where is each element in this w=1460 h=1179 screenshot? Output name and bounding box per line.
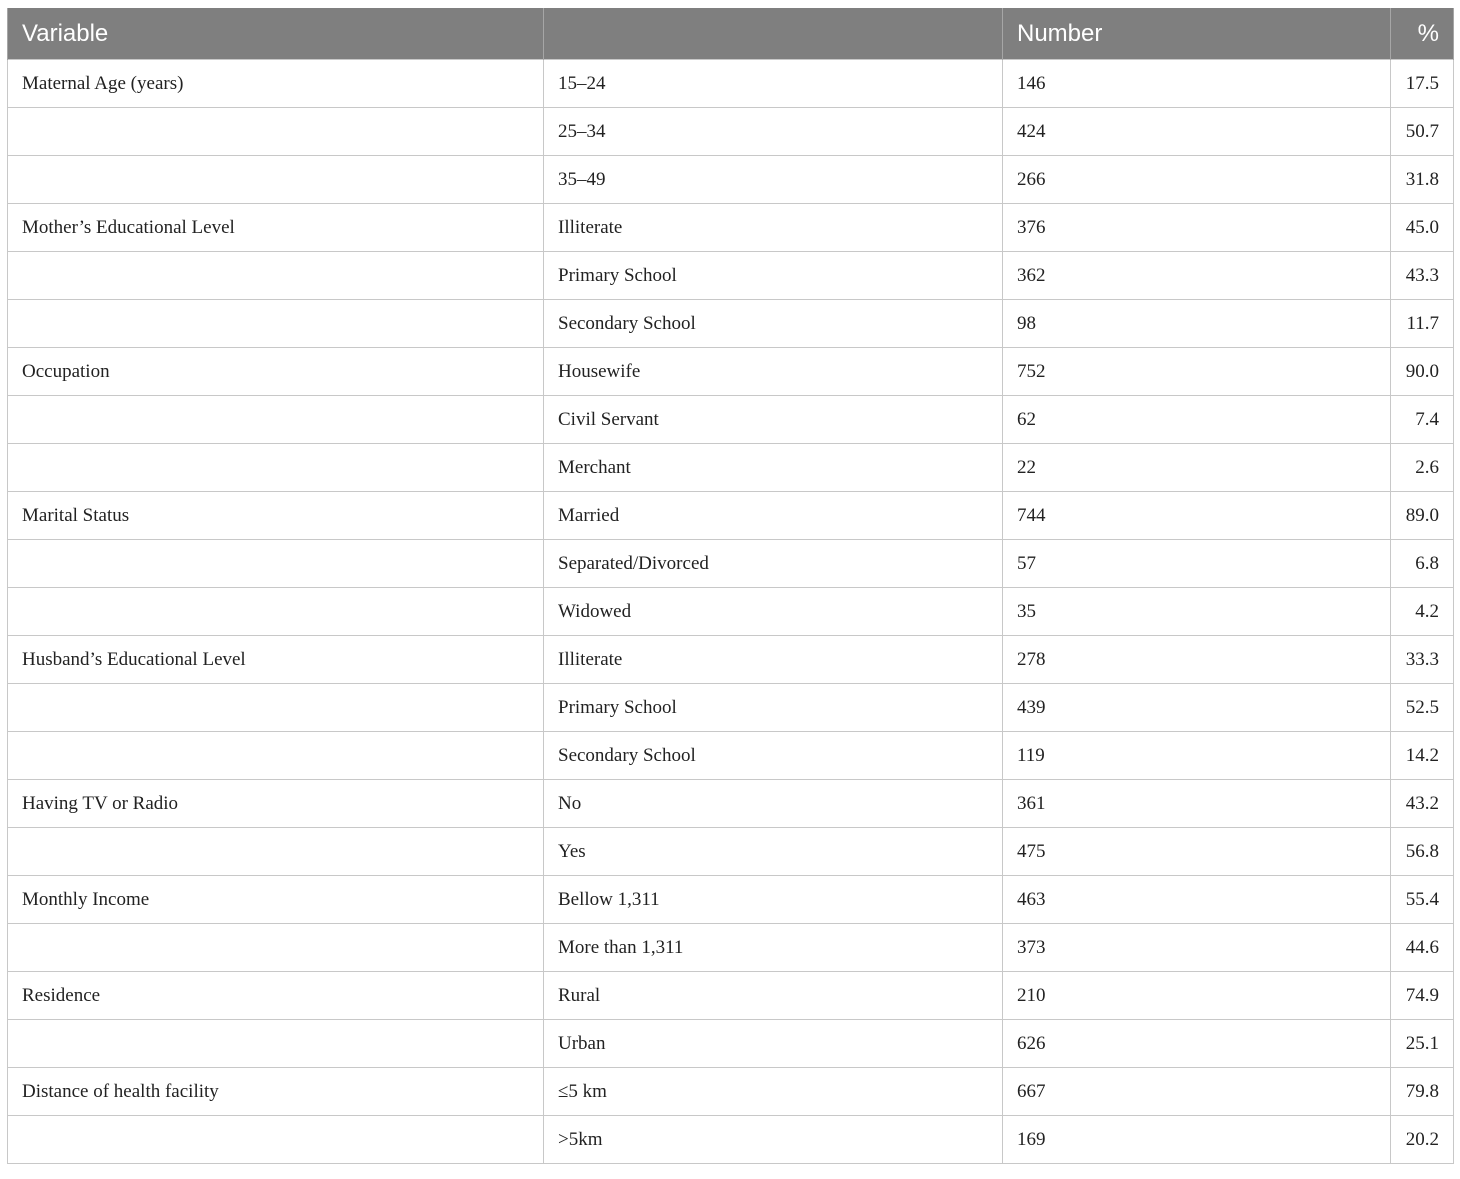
cell-variable: [8, 1116, 544, 1164]
cell-number: 361: [1003, 780, 1391, 828]
table-row: [8, 876, 1454, 924]
cell-category: Housewife: [544, 348, 1003, 396]
cell-variable: [8, 924, 544, 972]
table-row: [8, 108, 1454, 156]
cell-percent: 52.5: [1391, 684, 1454, 732]
cell-category: Yes: [544, 828, 1003, 876]
cell-variable: Maternal Age (years): [8, 60, 544, 108]
cell-category: 35–49: [544, 156, 1003, 204]
cell-category: Separated/Divorced: [544, 540, 1003, 588]
cell-category: 25–34: [544, 108, 1003, 156]
table-row: [8, 444, 1454, 492]
cell-percent: 55.4: [1391, 876, 1454, 924]
cell-category: Merchant: [544, 444, 1003, 492]
cell-category: Bellow 1,311: [544, 876, 1003, 924]
table-row: [8, 828, 1454, 876]
cell-number: 626: [1003, 1020, 1391, 1068]
cell-percent: 43.3: [1391, 252, 1454, 300]
cell-variable: [8, 732, 544, 780]
cell-category: Civil Servant: [544, 396, 1003, 444]
cell-percent: 90.0: [1391, 348, 1454, 396]
cell-number: 439: [1003, 684, 1391, 732]
table-row: [8, 780, 1454, 828]
header-percent: %: [1391, 8, 1454, 60]
cell-percent: 17.5: [1391, 60, 1454, 108]
cell-number: 373: [1003, 924, 1391, 972]
cell-variable: [8, 540, 544, 588]
cell-number: 98: [1003, 300, 1391, 348]
cell-percent: 31.8: [1391, 156, 1454, 204]
cell-number: 424: [1003, 108, 1391, 156]
header-variable: Variable: [8, 8, 544, 60]
demographics-table: [7, 8, 1454, 1164]
cell-variable: Monthly Income: [8, 876, 544, 924]
cell-percent: 11.7: [1391, 300, 1454, 348]
cell-percent: 33.3: [1391, 636, 1454, 684]
cell-percent: 79.8: [1391, 1068, 1454, 1116]
cell-percent: 4.2: [1391, 588, 1454, 636]
cell-variable: [8, 396, 544, 444]
cell-percent: 74.9: [1391, 972, 1454, 1020]
table-body: [8, 60, 1454, 1164]
cell-category: Illiterate: [544, 204, 1003, 252]
cell-variable: [8, 684, 544, 732]
cell-percent: 56.8: [1391, 828, 1454, 876]
cell-category: Secondary School: [544, 300, 1003, 348]
cell-variable: [8, 252, 544, 300]
cell-variable: [8, 156, 544, 204]
cell-number: 210: [1003, 972, 1391, 1020]
cell-category: Widowed: [544, 588, 1003, 636]
table-header: [8, 8, 1454, 60]
header-number: Number: [1003, 8, 1391, 60]
cell-number: 62: [1003, 396, 1391, 444]
table-row: [8, 492, 1454, 540]
table-row: [8, 396, 1454, 444]
cell-percent: 20.2: [1391, 1116, 1454, 1164]
cell-variable: Husband’s Educational Level: [8, 636, 544, 684]
cell-variable: Mother’s Educational Level: [8, 204, 544, 252]
table-row: [8, 1068, 1454, 1116]
cell-category: >5km: [544, 1116, 1003, 1164]
cell-variable: Having TV or Radio: [8, 780, 544, 828]
table-row: [8, 1020, 1454, 1068]
header-row: [8, 8, 1454, 60]
table-row: [8, 156, 1454, 204]
cell-variable: [8, 1020, 544, 1068]
cell-percent: 6.8: [1391, 540, 1454, 588]
cell-variable: [8, 300, 544, 348]
cell-percent: 7.4: [1391, 396, 1454, 444]
cell-number: 278: [1003, 636, 1391, 684]
cell-number: 169: [1003, 1116, 1391, 1164]
cell-variable: Occupation: [8, 348, 544, 396]
cell-number: 463: [1003, 876, 1391, 924]
cell-category: Married: [544, 492, 1003, 540]
cell-number: 22: [1003, 444, 1391, 492]
cell-variable: Marital Status: [8, 492, 544, 540]
table-row: [8, 348, 1454, 396]
cell-number: 744: [1003, 492, 1391, 540]
cell-variable: [8, 444, 544, 492]
cell-percent: 14.2: [1391, 732, 1454, 780]
cell-number: 752: [1003, 348, 1391, 396]
table-row: [8, 300, 1454, 348]
cell-number: 57: [1003, 540, 1391, 588]
cell-number: 667: [1003, 1068, 1391, 1116]
cell-category: Primary School: [544, 684, 1003, 732]
table-row: [8, 60, 1454, 108]
cell-variable: [8, 828, 544, 876]
header-category: [544, 8, 1003, 60]
cell-variable: [8, 108, 544, 156]
cell-variable: Distance of health facility: [8, 1068, 544, 1116]
cell-percent: 45.0: [1391, 204, 1454, 252]
table-row: [8, 684, 1454, 732]
cell-number: 35: [1003, 588, 1391, 636]
cell-percent: 50.7: [1391, 108, 1454, 156]
cell-percent: 44.6: [1391, 924, 1454, 972]
table-row: [8, 252, 1454, 300]
table-row: [8, 636, 1454, 684]
table-row: [8, 588, 1454, 636]
data-table-container: [7, 8, 1453, 1164]
cell-percent: 25.1: [1391, 1020, 1454, 1068]
cell-variable: Residence: [8, 972, 544, 1020]
cell-category: 15–24: [544, 60, 1003, 108]
cell-number: 119: [1003, 732, 1391, 780]
cell-category: Urban: [544, 1020, 1003, 1068]
table-row: [8, 204, 1454, 252]
cell-number: 266: [1003, 156, 1391, 204]
cell-number: 376: [1003, 204, 1391, 252]
cell-number: 146: [1003, 60, 1391, 108]
cell-category: More than 1,311: [544, 924, 1003, 972]
cell-variable: [8, 588, 544, 636]
cell-category: Rural: [544, 972, 1003, 1020]
table-row: [8, 924, 1454, 972]
table-row: [8, 732, 1454, 780]
cell-category: ≤5 km: [544, 1068, 1003, 1116]
table-row: [8, 972, 1454, 1020]
cell-percent: 43.2: [1391, 780, 1454, 828]
cell-percent: 2.6: [1391, 444, 1454, 492]
cell-category: Primary School: [544, 252, 1003, 300]
cell-percent: 89.0: [1391, 492, 1454, 540]
table-row: [8, 540, 1454, 588]
cell-category: Illiterate: [544, 636, 1003, 684]
cell-category: No: [544, 780, 1003, 828]
cell-number: 475: [1003, 828, 1391, 876]
cell-number: 362: [1003, 252, 1391, 300]
cell-category: Secondary School: [544, 732, 1003, 780]
table-row: [8, 1116, 1454, 1164]
